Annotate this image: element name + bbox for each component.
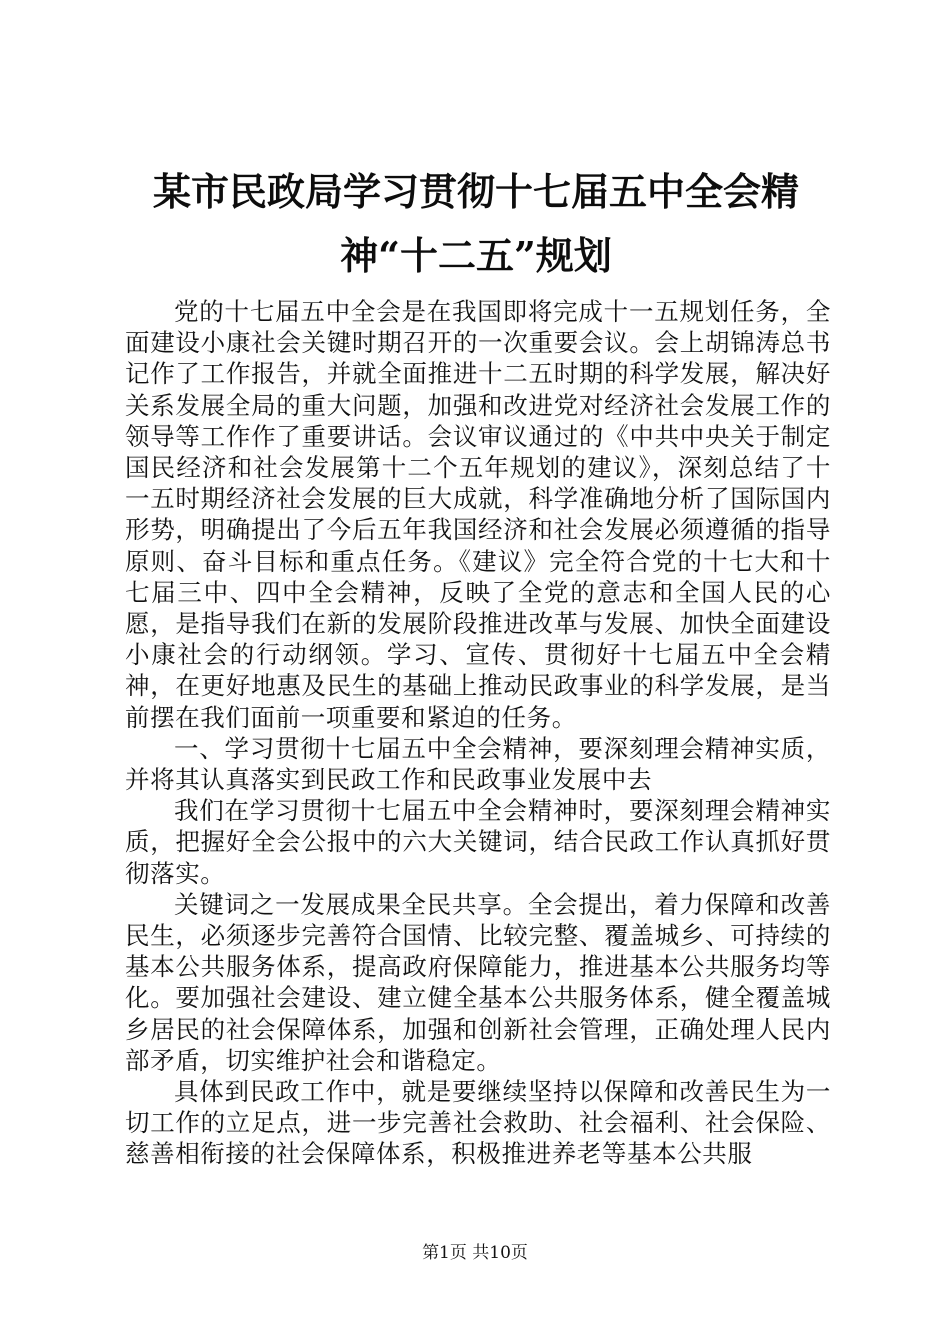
document-title: 某市民政局学习贯彻十七届五中全会精神“十二五”规划 <box>152 169 799 278</box>
section-heading-1: 一、学习贯彻十七届五中全会精神，要深刻理会精神实质，并将其认真落实到民政工作和民政事业发展中去 <box>125 733 831 795</box>
paragraph-keyword-1: 关键词之一发展成果全民共享。全会提出，着力保障和改善民生，必须逐步完善符合国情、比较完整、覆盖城乡、可持续的基本公共服务体系，提高政府保障能力，推进基本公共服务均等化。要加强社会建设、建立健全基本公共服务体系，健全覆盖城乡居民的社会保障体系，加强和创新社会管理，正确处理人民内部矛盾，切实维护社会和谐稳定。 <box>125 889 831 1075</box>
page-footer: 第1页 共10页 <box>422 1243 528 1263</box>
document-body <box>125 296 831 1170</box>
paragraph-intro: 党的十七届五中全会是在我国即将完成十一五规划任务，全面建设小康社会关键时期召开的一次重要会议。会上胡锦涛总书记作了工作报告，并就全面推进十二五时期的科学发展，解决好关系发展全局的重大问题，加强和改进党对经济社会发展工作的领导等工作作了重要讲话。会议审议通过的《中共中央关于制定国民经济和社会发展第十二个五年规划的建议》，深刻总结了十一五时期经济社会发展的巨大成就，科学准确地分析了国际国内形势，明确提出了今后五年我国经济和社会发展必须遵循的指导原则、奋斗目标和重点任务。《建议》完全符合党的十七大和十七届三中、四中全会精神，反映了全党的意志和全国人民的心愿，是指导我们在新的发展阶段推进改革与发展、加快全面建设小康社会的行动纲领。学习、宣传、贯彻好十七届五中全会精神，在更好地惠及民生的基础上推动民政事业的科学发展，是当前摆在我们面前一项重要和紧迫的任务。 <box>125 297 831 732</box>
paragraph-keywords-intro: 我们在学习贯彻十七届五中全会精神时，要深刻理会精神实质，把握好全会公报中的六大关键词，结合民政工作认真抓好贯彻落实。 <box>125 796 831 888</box>
paragraph-civil-affairs: 具体到民政工作中，就是要继续坚持以保障和改善民生为一切工作的立足点，进一步完善社会救助、社会福利、社会保险、慈善相衔接的社会保障体系，积极推进养老等基本公共服 <box>125 1077 831 1169</box>
